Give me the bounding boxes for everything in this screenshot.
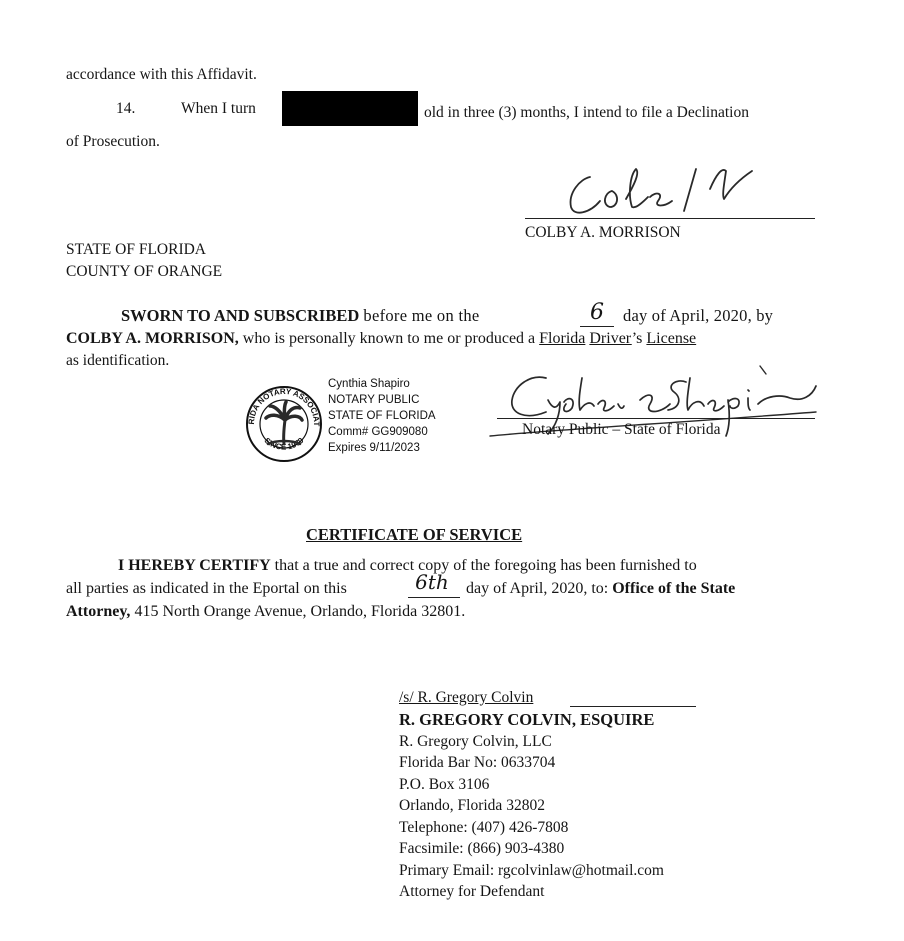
seal-state: STATE OF FLORIDA — [328, 410, 436, 422]
attorney-telephone: Telephone: (407) 426-7808 — [399, 819, 569, 836]
jurat-line-2 — [66, 330, 696, 348]
attorney-city: Orlando, Florida 32802 — [399, 797, 545, 814]
affiant-name: COLBY A. MORRISON — [525, 224, 681, 241]
affidavit-line-end: accordance with this Affidavit. — [66, 66, 257, 83]
redaction-box — [282, 91, 418, 126]
jurat-driver: Driver — [589, 330, 632, 347]
certificate-heading: CERTIFICATE OF SERVICE — [306, 525, 523, 544]
certificate-lead: I HEREBY CERTIFY — [118, 557, 271, 574]
notary-seal-emblem — [240, 377, 324, 464]
jurat-line-1-end: day of April, 2020, by — [623, 306, 774, 325]
certificate-line-2-end — [466, 580, 735, 598]
notary-caption: Notary Public – State of Florida — [522, 421, 721, 438]
paragraph-text-start: When I turn — [181, 100, 256, 117]
certificate-line-2-start: all parties as indicated in the Eportal on this — [66, 580, 347, 597]
jurat-affiant-name: COLBY A. MORRISON, — [66, 330, 239, 347]
attorney-email: Primary Email: rgcolvinlaw@hotmail.com — [399, 862, 664, 879]
jurat-license: License — [646, 330, 697, 347]
attorney-name: R. GREGORY COLVIN, ESQUIRE — [399, 710, 655, 729]
seal-title: NOTARY PUBLIC — [328, 394, 420, 406]
certificate-recipient: Office of the State — [612, 580, 736, 597]
attorney-signature-line — [570, 706, 696, 707]
certificate-text-1: that a true and correct copy of the foregoing has been furnished to — [274, 557, 697, 574]
seal-ring-bottom-text: SINCE 1979 — [262, 435, 306, 452]
jurat-line-3: as identification. — [66, 352, 170, 369]
certificate-address: 415 North Orange Avenue, Orlando, Florida 32801. — [134, 603, 466, 620]
jurat-florida: Florida — [539, 330, 586, 347]
jurat-day-handwritten: 6 — [590, 300, 604, 325]
notary-signature-line — [497, 418, 815, 419]
affiant-signature — [560, 155, 760, 219]
jurat-lead: SWORN TO AND SUBSCRIBED — [121, 306, 360, 325]
venue-county: COUNTY OF ORANGE — [66, 263, 223, 280]
seal-commission: Comm# GG909080 — [328, 426, 428, 438]
seal-notary-name: Cynthia Shapiro — [328, 378, 410, 390]
affiant-signature-line — [525, 218, 815, 219]
seal-expires: Expires 9/11/2023 — [328, 442, 420, 454]
certificate-day-line — [408, 597, 460, 598]
seal-ring-top-text: FLORIDA NOTARY ASSOCIATION — [240, 377, 322, 427]
certificate-recipient-cont: Attorney, — [66, 603, 131, 620]
jurat-text: before me on the — [363, 306, 480, 325]
jurat-apostrophe: ’s — [631, 330, 643, 347]
paragraph-number: 14. — [116, 100, 136, 117]
paragraph-continuation: of Prosecution. — [66, 133, 160, 150]
attorney-role: Attorney for Defendant — [399, 883, 545, 900]
certificate-text-2: day of April, 2020, to: — [466, 580, 609, 597]
jurat-text-2: who is personally known to me or produced a — [242, 330, 536, 347]
attorney-po-box: P.O. Box 3106 — [399, 776, 490, 793]
certificate-line-3 — [66, 603, 465, 621]
attorney-facsimile: Facsimile: (866) 903-4380 — [399, 840, 565, 857]
attorney-firm: R. Gregory Colvin, LLC — [399, 733, 552, 750]
attorney-bar-number: Florida Bar No: 0633704 — [399, 754, 556, 771]
certificate-day-handwritten: 6th — [415, 570, 449, 594]
venue-state: STATE OF FLORIDA — [66, 241, 206, 258]
paragraph-text-end: old in three (3) months, I intend to file a Declination — [424, 104, 749, 121]
attorney-esignature: /s/ R. Gregory Colvin — [399, 689, 534, 706]
jurat-day-line — [580, 326, 614, 327]
jurat-line-1 — [121, 306, 480, 326]
